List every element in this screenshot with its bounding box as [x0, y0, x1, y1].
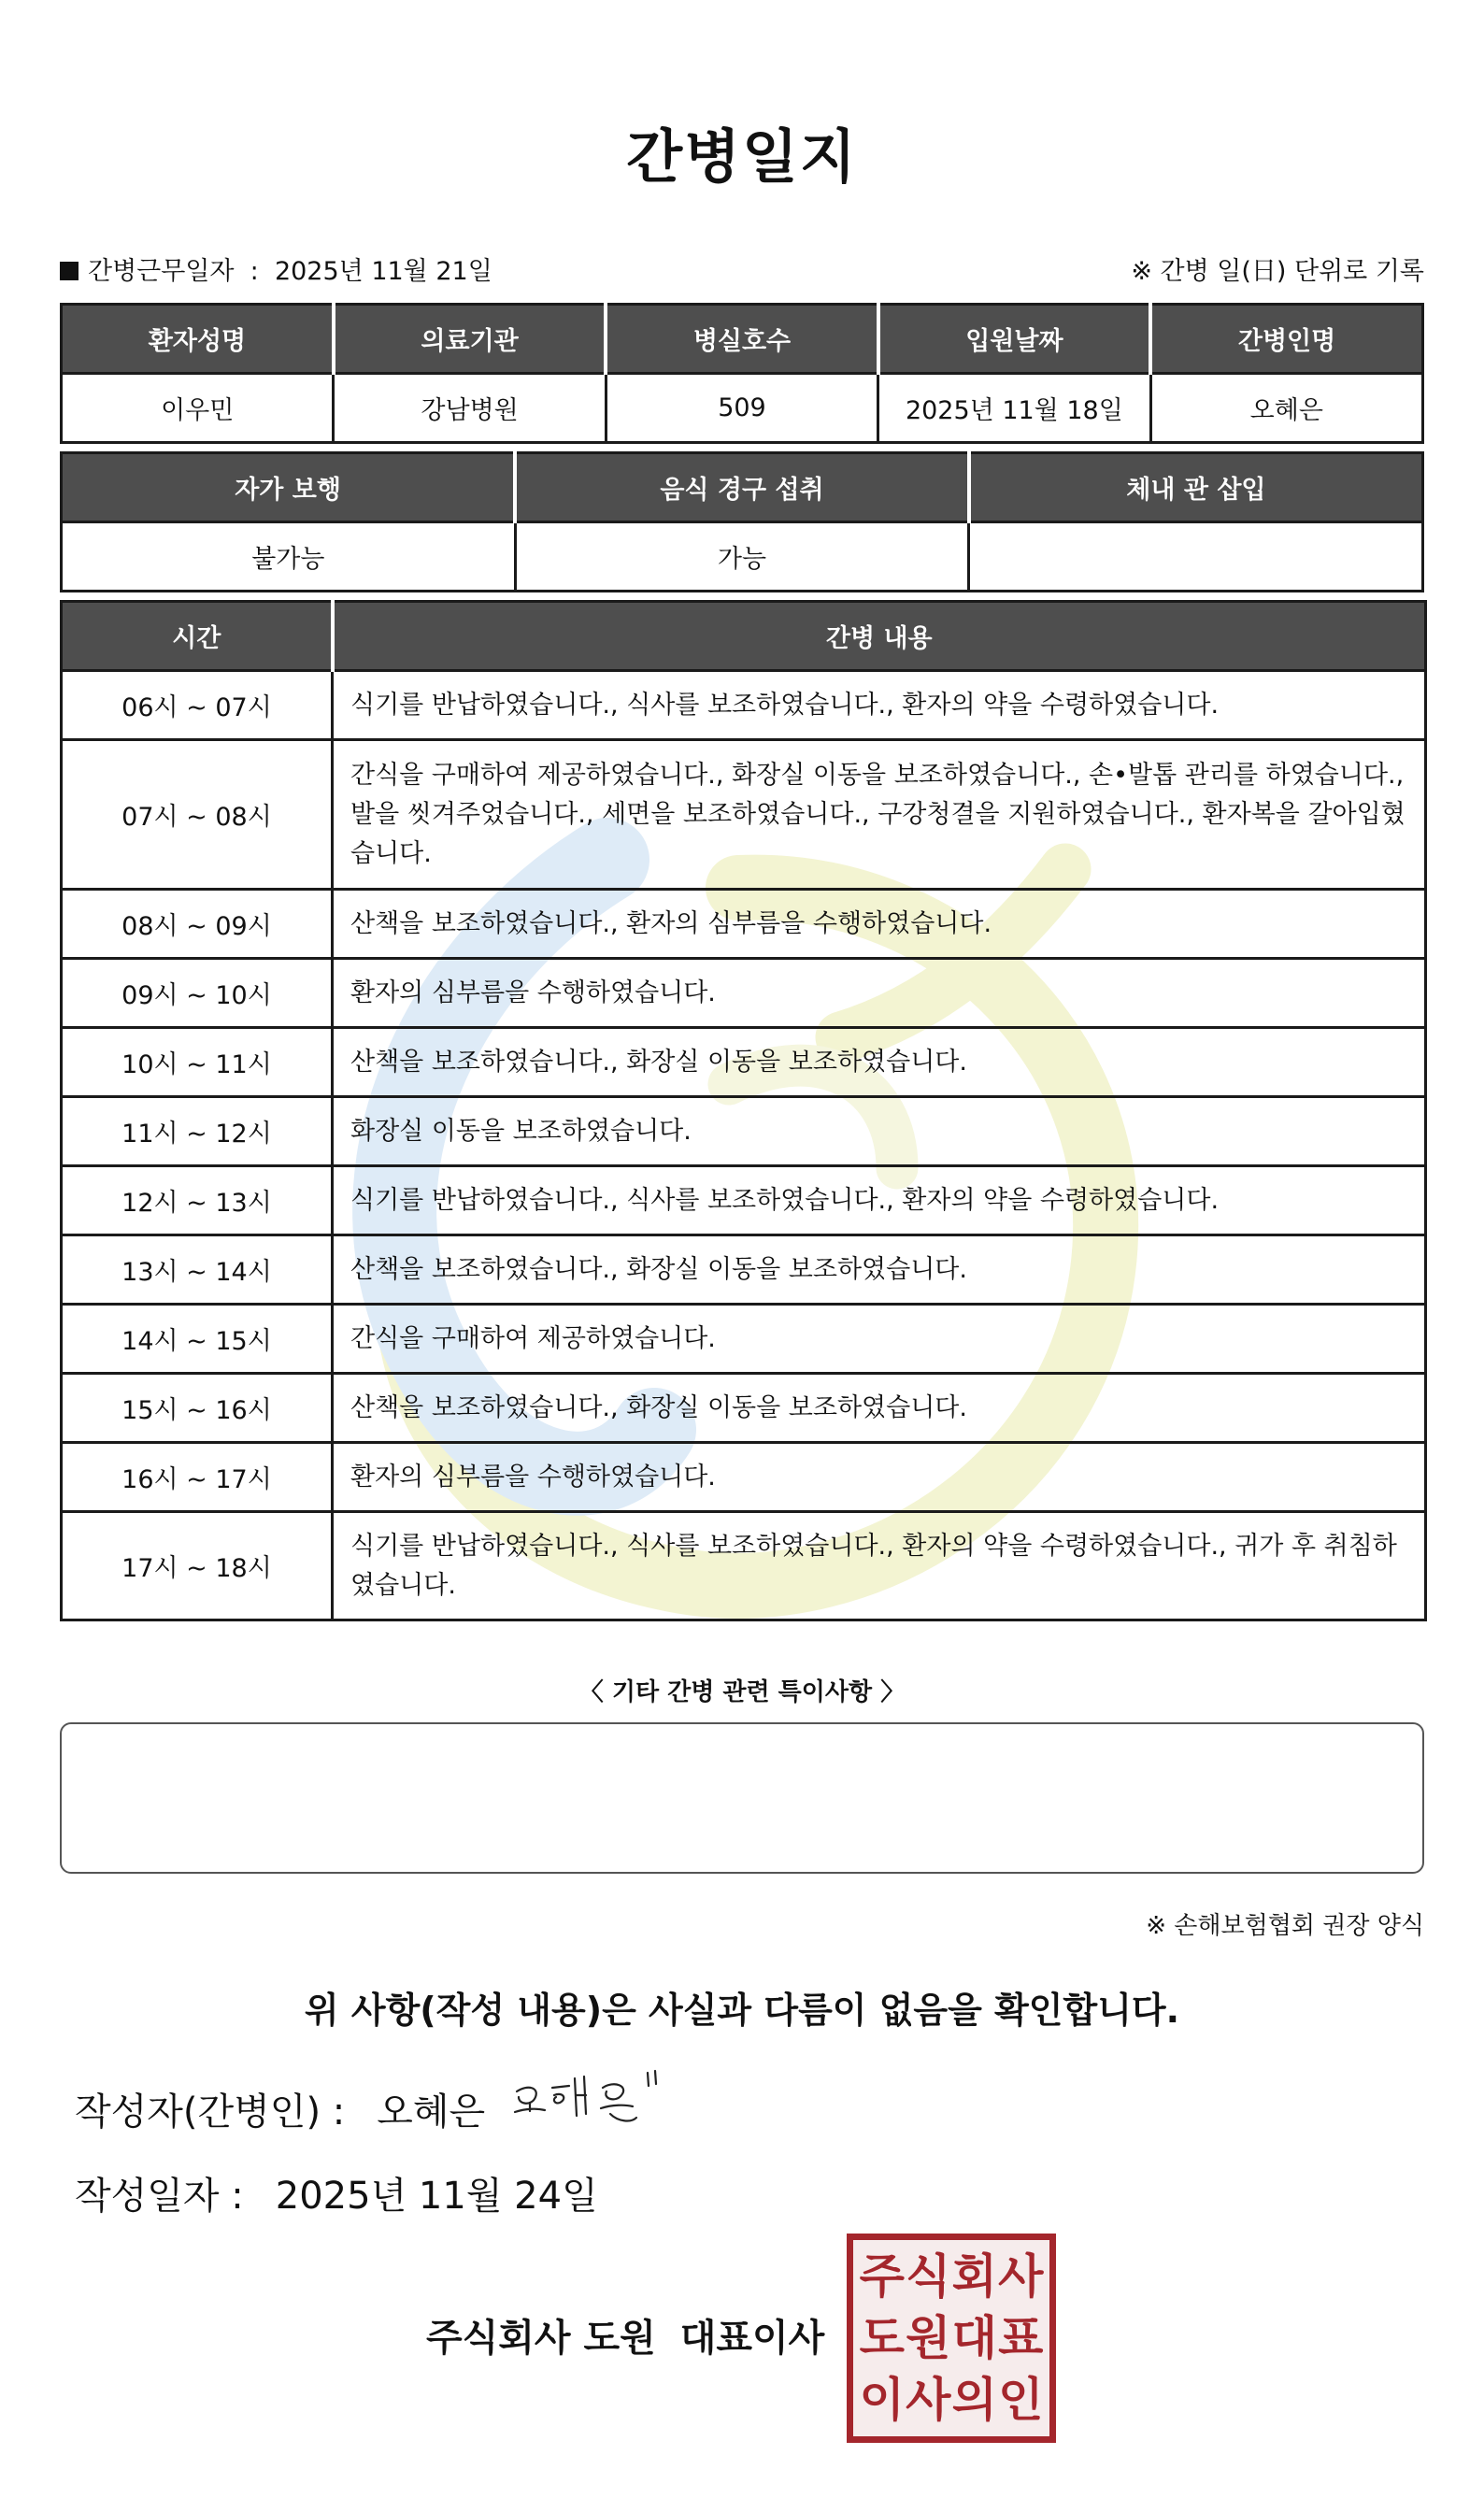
log-time: 06시 ~ 07시: [62, 671, 333, 740]
log-time: 08시 ~ 09시: [62, 890, 333, 959]
header-care-content: 간병 내용: [333, 602, 1426, 671]
filled-square-icon: [60, 262, 78, 280]
confirmation-statement: 위 사항(작성 내용)은 사실과 다름이 없음을 확인합니다.: [304, 1990, 1180, 2031]
company-line: [426, 2308, 824, 2362]
company-seal-stamp: 주 식 회 사 도 원 대 표 이 사 의 인: [847, 2234, 1056, 2443]
table-row: [62, 522, 1423, 592]
table-row: [62, 671, 1426, 740]
table-row: [62, 959, 1426, 1028]
work-date-sep: :: [250, 257, 259, 286]
table-header-row: [62, 453, 1423, 522]
log-time: 07시 ~ 08시: [62, 740, 333, 890]
company-title: 대표이사: [679, 2317, 825, 2360]
log-content: 간식을 구매하여 제공하였습니다., 화장실 이동을 보조하였습니다., 손•발톱 관리를 하였습니다., 발을 씻겨주었습니다., 세면을 보조하였습니다., 구강청결을 지원하였습니다., 환자복을 갈아입혔습니다.: [333, 740, 1426, 890]
log-content: 환자의 심부름을 수행하였습니다.: [333, 1443, 1426, 1512]
log-time: 11시 ~ 12시: [62, 1097, 333, 1166]
room-number: 509: [606, 374, 878, 443]
page-title: 간병일지: [626, 122, 858, 191]
written-date-line: [75, 2166, 598, 2219]
work-date-value: 2025년 11월 21일: [274, 257, 492, 286]
work-date: [60, 250, 492, 287]
patient-status-table: [60, 451, 1424, 592]
writer-label: 작성자(간병인) :: [75, 2091, 346, 2134]
log-content: 산책을 보조하였습니다., 환자의 심부름을 수행하였습니다.: [333, 890, 1426, 959]
writer-name: 오혜은: [377, 2091, 486, 2134]
walking-status: 불가능: [62, 522, 516, 592]
log-content: 환자의 심부름을 수행하였습니다.: [333, 959, 1426, 1028]
notes-box: [60, 1722, 1424, 1874]
table-row: [62, 890, 1426, 959]
header-oral-intake: 음식 경구 섭취: [515, 453, 969, 522]
log-content: 화장실 이동을 보조하였습니다.: [333, 1097, 1426, 1166]
care-log-table: [60, 600, 1427, 1621]
log-time: 12시 ~ 13시: [62, 1166, 333, 1235]
record-unit-note: ※ 간병 일(日) 단위로 기록: [1131, 257, 1424, 286]
table-row: [62, 1374, 1426, 1443]
header-room: 병실호수: [606, 305, 878, 374]
table-row: [62, 1166, 1426, 1235]
log-time: 17시 ~ 18시: [62, 1512, 333, 1620]
oral-intake-status: 가능: [515, 522, 969, 592]
handwritten-signature: [509, 2067, 668, 2142]
log-content: 식기를 반납하였습니다., 식사를 보조하였습니다., 환자의 약을 수령하였습니다.: [333, 671, 1426, 740]
writer-line: [75, 2082, 485, 2135]
table-row: [62, 1305, 1426, 1374]
log-content: 식기를 반납하였습니다., 식사를 보조하였습니다., 환자의 약을 수령하였습니다.: [333, 1166, 1426, 1235]
header-admission-date: 입원날짜: [878, 305, 1150, 374]
company-name: 주식회사 도원: [426, 2317, 656, 2360]
admission-date: 2025년 11월 18일: [878, 374, 1150, 443]
header-patient-name: 환자성명: [62, 305, 334, 374]
table-row: [62, 740, 1426, 890]
log-content: 간식을 구매하여 제공하였습니다.: [333, 1305, 1426, 1374]
log-time: 13시 ~ 14시: [62, 1235, 333, 1305]
log-content: 산책을 보조하였습니다., 화장실 이동을 보조하였습니다.: [333, 1374, 1426, 1443]
meta-row: [60, 250, 1424, 288]
tube-insertion-status: [969, 522, 1423, 592]
log-content: 산책을 보조하였습니다., 화장실 이동을 보조하였습니다.: [333, 1028, 1426, 1097]
table-header-row: [62, 305, 1423, 374]
caregiver-name: 오혜은: [1150, 374, 1422, 443]
hospital-name: 강남병원: [334, 374, 606, 443]
table-row: [62, 1235, 1426, 1305]
table-row: [62, 1512, 1426, 1620]
log-content: 산책을 보조하였습니다., 화장실 이동을 보조하였습니다.: [333, 1235, 1426, 1305]
notes-title: 〈 기타 간병 관련 특이사항 〉: [578, 1678, 906, 1706]
work-date-label: 간병근무일자: [88, 257, 235, 286]
written-date-value: 2025년 11월 24일: [275, 2175, 598, 2218]
header-walking: 자가 보행: [62, 453, 516, 522]
header-hospital: 의료기관: [334, 305, 606, 374]
header-time: 시간: [62, 602, 333, 671]
table-row: [62, 1097, 1426, 1166]
patient-info-table: [60, 303, 1424, 444]
patient-name: 이우민: [62, 374, 334, 443]
log-content: 식기를 반납하였습니다., 식사를 보조하였습니다., 환자의 약을 수령하였습니다., 귀가 후 취침하였습니다.: [333, 1512, 1426, 1620]
table-row: [62, 1028, 1426, 1097]
header-caregiver: 간병인명: [1150, 305, 1422, 374]
table-row: [62, 1443, 1426, 1512]
header-tube-insertion: 체내 관 삽입: [969, 453, 1423, 522]
table-header-row: [62, 602, 1426, 671]
log-time: 15시 ~ 16시: [62, 1374, 333, 1443]
log-time: 10시 ~ 11시: [62, 1028, 333, 1097]
written-date-label: 작성일자 :: [75, 2175, 244, 2218]
recommended-form-note: ※ 손해보험협회 권장 양식: [1146, 1912, 1424, 1940]
table-row: [62, 374, 1423, 443]
log-time: 16시 ~ 17시: [62, 1443, 333, 1512]
log-time: 09시 ~ 10시: [62, 959, 333, 1028]
log-time: 14시 ~ 15시: [62, 1305, 333, 1374]
